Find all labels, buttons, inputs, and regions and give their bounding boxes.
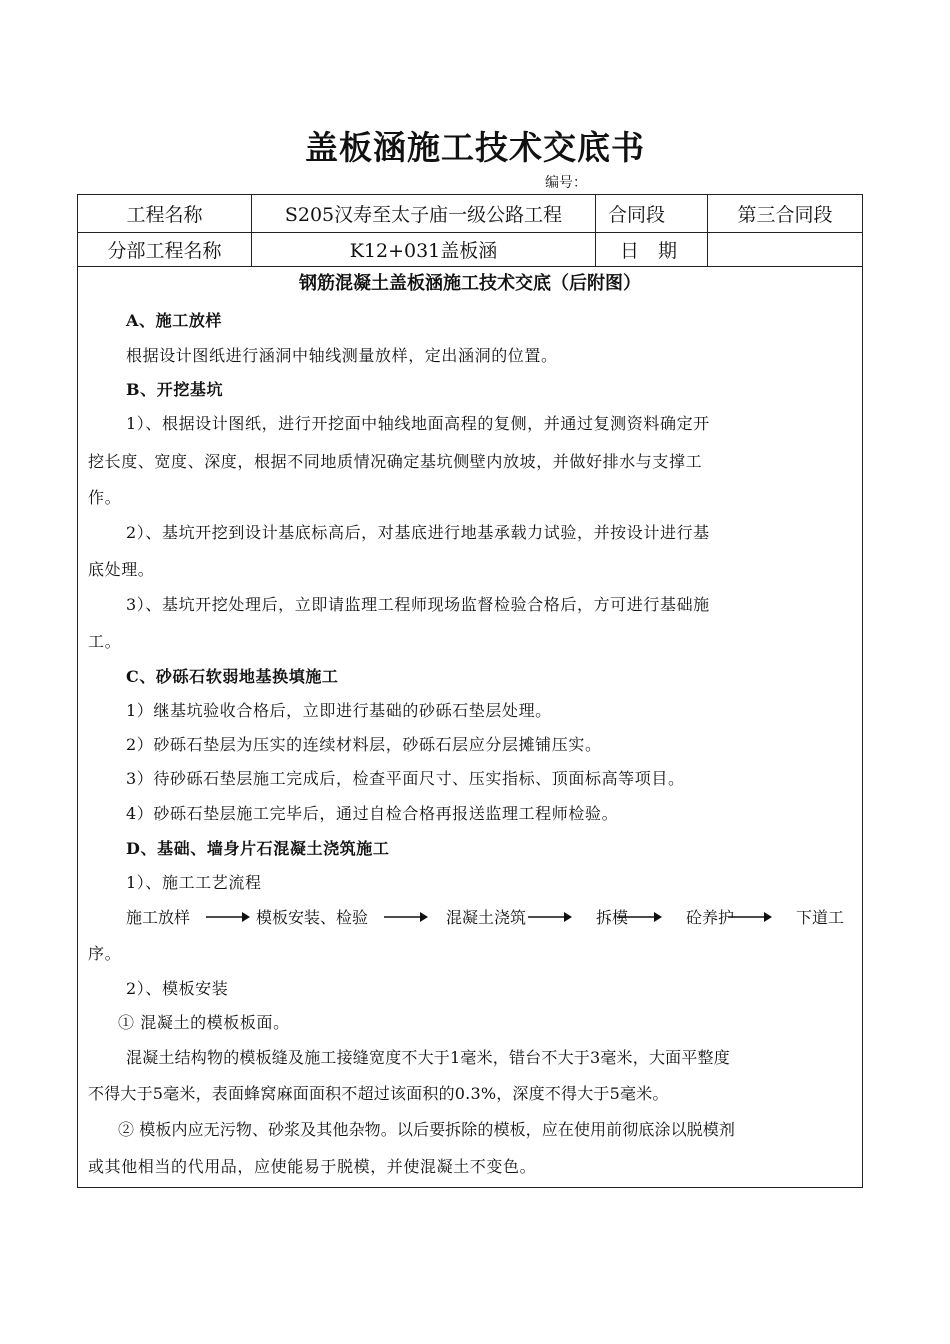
paragraph-line: 混凝土结构物的模板缝及施工接缝宽度不大于1毫米，错台不大于3毫米，大面平整度: [126, 1048, 730, 1067]
arrow-right-icon: [728, 911, 772, 923]
flow-step: 砼养护: [686, 908, 735, 927]
subproject-name-label: 分部工程名称: [107, 240, 222, 262]
list-item: 2）、模板安装: [126, 979, 229, 998]
arrow-right-icon: [384, 911, 428, 923]
date-value: [708, 233, 862, 266]
paragraph-line: 底处理。: [88, 560, 155, 579]
paragraph-line: 或其他相当的代用品，应使能易于脱模，并使混凝土不变色。: [88, 1157, 537, 1176]
document-title: 盖板涵施工技术交底书: [305, 128, 645, 167]
paragraph-line: 序。: [88, 944, 122, 963]
paragraph-line: ② 模板内应无污物、砂浆及其他杂物。以后要拆除的模板，应在使用前彻底涂以脱模剂: [118, 1120, 735, 1139]
arrow-right-icon: [618, 911, 662, 923]
project-name-label: 工程名称: [126, 204, 203, 226]
contract-section-value: 第三合同段: [737, 204, 833, 226]
section-heading: 钢筋混凝土盖板涵施工技术交底（后附图）: [299, 273, 641, 294]
serial-number-label: 编号：: [545, 175, 587, 191]
paragraph-line: 3）、基坑开挖处理后，立即请监理工程师现场监督检验合格后，方可进行基础施: [126, 595, 710, 614]
section-d-title: D、基础、墙身片石混凝土浇筑施工: [126, 839, 390, 858]
paragraph-line: 作。: [88, 488, 122, 507]
list-item: 1）、施工工艺流程: [126, 873, 262, 892]
section-b-title: B、开挖基坑: [126, 380, 224, 399]
disclosure-sheet: [77, 194, 863, 1188]
date-label: 日 期: [620, 240, 678, 262]
flow-step: 混凝土浇筑: [446, 908, 527, 927]
paragraph: 根据设计图纸进行涵洞中轴线测量放样，定出涵洞的位置。: [126, 346, 558, 365]
arrow-right-icon: [528, 911, 572, 923]
flow-step: 施工放样: [126, 908, 191, 927]
flow-step: 模板安装、检验: [256, 908, 369, 927]
list-item: 4）砂砾石垫层施工完毕后，通过自检合格再报送监理工程师检验。: [126, 804, 619, 823]
row-divider: [78, 266, 862, 267]
flow-step: 下道工: [796, 908, 845, 927]
paragraph-line: 不得大于5毫米，表面蜂窝麻面面积不超过该面积的0.3%，深度不得大于5毫米。: [88, 1084, 669, 1103]
section-c-title: C、砂砾石软弱地基换填施工: [126, 667, 339, 686]
list-item: ① 混凝土的模板板面。: [118, 1013, 290, 1032]
subproject-name-value: K12+031盖板涵: [349, 240, 498, 262]
paragraph-line: 挖长度、宽度、深度，根据不同地质情况确定基坑侧壁内放坡，并做好排水与支撑工: [88, 452, 703, 471]
paragraph-line: 工。: [88, 632, 122, 651]
project-name-value: S205汉寿至太子庙一级公路工程: [284, 204, 563, 226]
paragraph-line: 2）、基坑开挖到设计基底标高后，对基底进行地基承载力试验，并按设计进行基: [126, 523, 710, 542]
contract-section-label: 合同段: [608, 204, 666, 226]
section-a-title: A、施工放样: [126, 311, 223, 330]
list-item: 1）继基坑验收合格后，立即进行基础的砂砾石垫层处理。: [126, 701, 552, 720]
list-item: 3）待砂砾石垫层施工完成后，检查平面尺寸、压实指标、顶面标高等项目。: [126, 769, 685, 788]
list-item: 2）砂砾石垫层为压实的连续材料层，砂砾石层应分层摊铺压实。: [126, 735, 602, 754]
flow-step: 拆模: [596, 908, 629, 927]
paragraph-line: 1）、根据设计图纸，进行开挖面中轴线地面高程的复侧，并通过复测资料确定开: [126, 414, 710, 433]
arrow-right-icon: [206, 911, 250, 923]
